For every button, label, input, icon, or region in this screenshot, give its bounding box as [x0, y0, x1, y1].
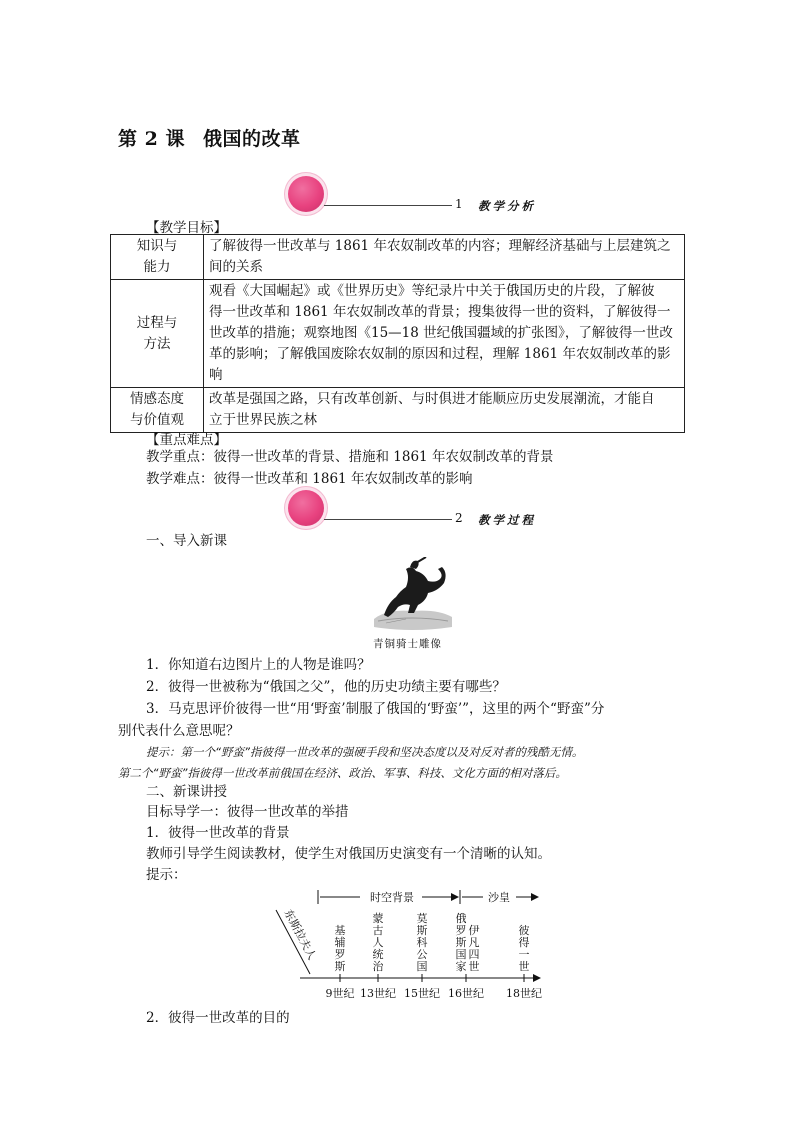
section-label: 教学过程	[478, 513, 536, 527]
question-3-cont: 别代表什么意思呢？	[118, 723, 240, 739]
intro-heading: 一、导入新课	[146, 533, 227, 549]
goals-header: 【教学目标】	[146, 220, 227, 236]
question-1: 1．你知道右边图片上的人物是谁吗？	[146, 657, 371, 673]
section-marker-circle	[288, 490, 324, 526]
hint-line-1: 提示：第一个“野蛮”指彼得一世改革的强硬手段和坚决态度以及对反对者的残酷无情。	[146, 745, 584, 759]
bronze-horseman-statue-image	[366, 557, 458, 635]
timeline-event-label: 彼得一世	[518, 924, 530, 973]
row-body: 改革是强国之路，只有改革创新、与时俱进才能顺应历史发展潮流，才能自 立于世界民族之林	[204, 388, 685, 433]
item-1-heading: 1．彼得一世改革的背景	[146, 825, 290, 841]
goal-guide-1: 目标导学一：彼得一世改革的举措	[146, 804, 349, 820]
section-divider-line	[324, 205, 452, 206]
century-label: 13世纪	[360, 987, 396, 1000]
key-points-header: 【重点难点】	[146, 432, 227, 448]
section-number: 2	[455, 511, 463, 525]
question-3: 3．马克思评价彼得一世“用‘野蛮’制服了俄国的‘野蛮’”，这里的两个“野蛮”分	[146, 701, 605, 717]
image-caption: 青铜骑士雕像	[373, 638, 442, 650]
row-body: 了解彼得一世改革与 1861 年农奴制改革的内容；理解经济基础与上层建筑之 间的关系	[204, 235, 685, 280]
timeline-event-label: 俄罗斯国家	[455, 912, 467, 973]
section-number: 1	[455, 197, 463, 211]
item-2-heading: 2．彼得一世改革的目的	[146, 1010, 290, 1026]
row-head: 情感态度 与价值观	[111, 388, 204, 433]
timeline-event-label: 莫斯科公国	[416, 912, 428, 973]
item-1-text: 教师引导学生阅读教材，使学生对俄国历史演变有一个清晰的认知。	[146, 846, 551, 862]
section-divider-line	[324, 519, 452, 520]
teaching-difficulty: 教学难点：彼得一世改革和 1861 年农奴制改革的影响	[146, 471, 473, 487]
teaching-focus: 教学重点：彼得一世改革的背景、措施和 1861 年农奴制改革的背景	[146, 449, 554, 465]
table-row	[111, 388, 685, 433]
timeline-ruler-label: 伊凡四世	[468, 924, 480, 973]
row-body: 观看《大国崛起》或《世界历史》等纪录片中关于俄国历史的片段，了解彼 得一世改革和 1861 年农奴制改革的背景；搜集彼得一世的资料，了解彼得一 世改革的措施；观察地图《15—18 世纪俄国疆域的扩张图》，了解彼得一世改 革的影响；了解俄国废除农奴制的原因和过程，理解 1861 年农奴制改革的影 响	[204, 280, 685, 388]
row-head: 过程与 方法	[111, 280, 204, 388]
new-lesson-heading: 二、新课讲授	[146, 784, 227, 800]
hint-label: 提示：	[146, 867, 187, 883]
page-title	[118, 124, 300, 151]
section-label: 教学分析	[478, 199, 536, 213]
lesson-number: 第 2 课	[118, 128, 185, 150]
table-row	[111, 235, 685, 280]
century-label: 9世纪	[325, 987, 355, 1000]
russia-history-timeline	[270, 882, 560, 1004]
lesson-name: 俄国的改革	[202, 128, 301, 150]
question-2: 2．彼得一世被称为“俄国之父”，他的历史功绩主要有哪些？	[146, 679, 506, 695]
century-label: 18世纪	[506, 987, 542, 1000]
century-label: 15世纪	[404, 987, 440, 1000]
table-row	[111, 280, 685, 388]
row-head: 知识与 能力	[111, 235, 204, 280]
span-label-right: 沙皇	[488, 891, 510, 904]
hint-line-2: 第二个“野蛮”指彼得一世改革前俄国在经济、政治、军事、科技、文化方面的相对落后。	[118, 766, 567, 780]
timeline-event-label: 蒙古人统治	[372, 912, 384, 973]
span-label-left: 时空背景	[370, 891, 414, 904]
section-marker-circle	[288, 176, 324, 212]
diagonal-label: 东斯拉夫人	[281, 907, 319, 962]
timeline-event-label: 基辅罗斯	[334, 924, 346, 973]
century-label: 16世纪	[448, 987, 484, 1000]
goals-table	[110, 234, 685, 433]
